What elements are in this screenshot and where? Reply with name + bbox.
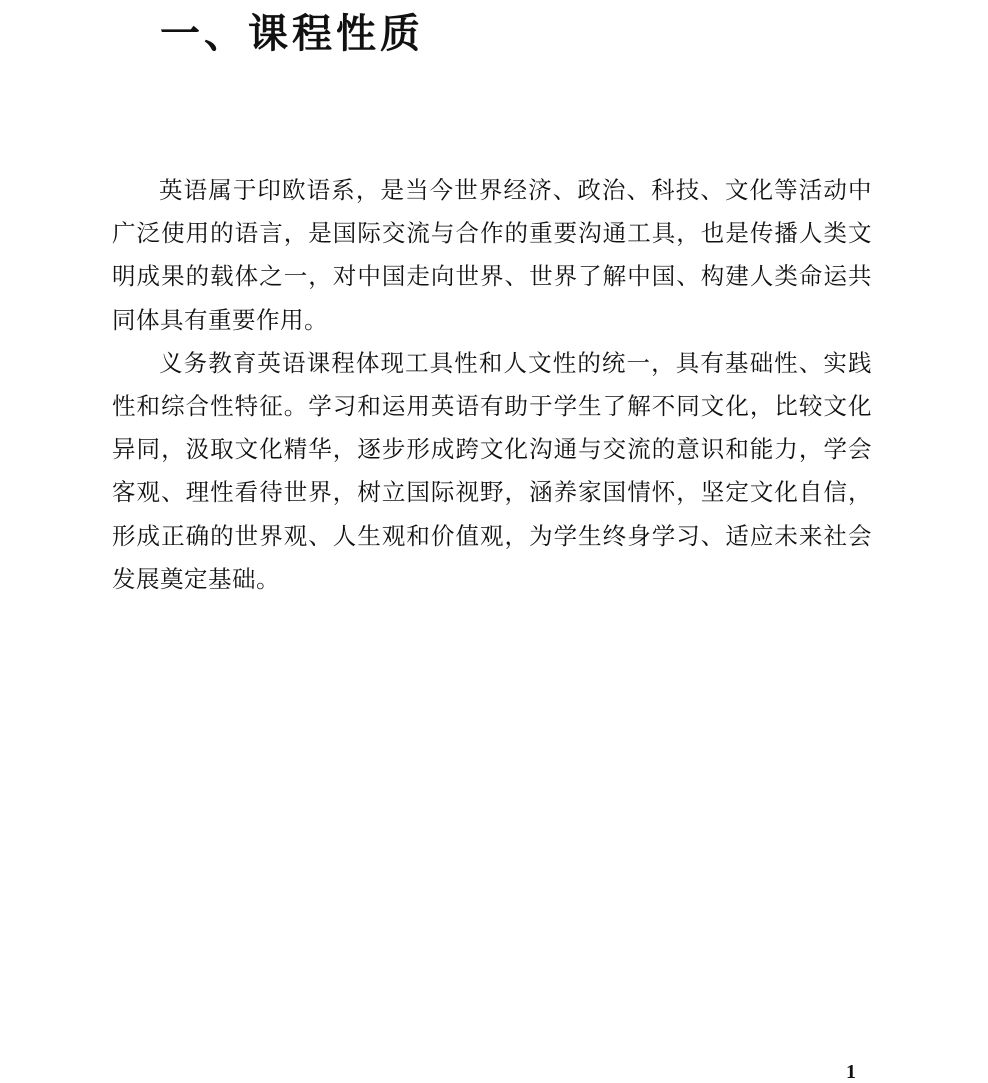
paragraph-2: 义务教育英语课程体现工具性和人文性的统一，具有基础性、实践性和综合性特征。学习和运用英语有助于学生了解不同文化，比较文化异同，汲取文化精华，逐步形成跨文化沟通与交流的意识和能力，学会客观、理性看待世界，树立国际视野，涵养家国情怀，坚定文化自信，形成正确的世界观、人生观和价值观，为学生终身学习、适应未来社会发展奠定基础。 [112,348,872,593]
paragraph-1: 英语属于印欧语系，是当今世界经济、政治、科技、文化等活动中广泛使用的语言，是国际交流与合作的重要沟通工具，也是传播人类文明成果的载体之一，对中国走向世界、世界了解中国、构建人类命运共同体具有重要作用。 [112,176,872,334]
body-text [112,169,872,601]
page-number: 1 [846,1061,856,1083]
section-title: 一、课程性质 [160,11,424,57]
